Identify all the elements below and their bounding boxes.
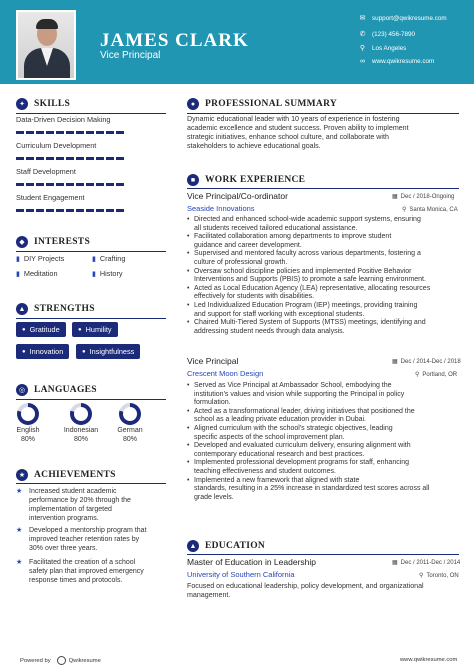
- skill-dot: [56, 157, 64, 160]
- skill-dot: [46, 209, 54, 212]
- location-icon: ⚲: [402, 207, 407, 213]
- list-item: • Acted as Local Education Agency (LEA) representative, allocating resources effectively for students with disabilities.: [187, 285, 430, 302]
- list-item: • Led Individualized Education Program (IEP) meetings, providing training and support for staff working with exceptional students.: [187, 302, 430, 319]
- checkmark-icon: ●: [22, 326, 26, 333]
- skill-dot: [86, 157, 94, 160]
- divider: [187, 554, 459, 555]
- skill-dot: [26, 209, 34, 212]
- divider: [187, 113, 459, 114]
- skill-label: Curriculum Development: [16, 141, 97, 150]
- achievement-item: ★ Increased student academic performance by 20% through the implementation of targeted intervention programs.: [16, 488, 131, 522]
- skill-dot: [66, 131, 74, 134]
- calendar-icon: ▦: [392, 194, 398, 200]
- star-icon: ★: [16, 527, 23, 534]
- skill-dot: [56, 183, 64, 186]
- calendar-icon: ▦: [392, 560, 398, 566]
- achievements-icon: ★: [16, 469, 28, 481]
- skill-dot: [96, 157, 104, 160]
- skill-dot: [36, 157, 44, 160]
- powered-by: Powered by Qwikresume: [20, 657, 101, 664]
- skill-dot: [46, 183, 54, 186]
- skill-rating: [16, 157, 124, 160]
- checkmark-icon: ●: [78, 326, 82, 333]
- interest-item: ▮ DIY Projects: [16, 254, 65, 263]
- skill-dot: [86, 131, 94, 134]
- education-dates: ▦ Dec / 2011-Dec / 2014: [392, 559, 461, 566]
- list-item: • Chaired Multi-Tiered System of Supports (MTSS) meetings, identifying and addressing student needs through data analysis.: [187, 319, 430, 336]
- school-name: University of Southern California: [187, 570, 295, 579]
- skill-dot: [96, 183, 104, 186]
- language-level-ring: [17, 403, 39, 425]
- strength-tag: ● Gratitude: [16, 322, 66, 337]
- divider: [16, 113, 166, 114]
- job-location: ⚲ Santa Monica, CA: [402, 206, 458, 213]
- list-item: • Developed and evaluated curriculum delivery, ensuring alignment with contemporary educational research and best practices.: [187, 442, 429, 459]
- skill-dot: [76, 183, 84, 186]
- contact-website[interactable]: ∞ www.qwikresume.com: [360, 58, 435, 65]
- link-icon: ∞: [360, 58, 365, 65]
- company-name: Seaside Innovations: [187, 204, 255, 213]
- skill-dot: [66, 183, 74, 186]
- checkmark-icon: ●: [82, 348, 86, 355]
- resume-header: [0, 0, 474, 84]
- education-heading: ▲ EDUCATION: [187, 540, 265, 552]
- skill-dot: [16, 131, 24, 134]
- skill-dot: [26, 157, 34, 160]
- job-title: Vice Principal: [187, 356, 239, 366]
- profile-icon: ●: [187, 98, 199, 110]
- star-icon: ★: [16, 559, 23, 566]
- skill-dot: [76, 131, 84, 134]
- contact-phone: ✆ (123) 456-7890: [359, 30, 416, 38]
- skill-dot: [36, 131, 44, 134]
- star-icon: ★: [16, 488, 23, 495]
- education-description: Focused on educational leadership, policy development, and organizational management.: [187, 582, 424, 599]
- skill-dot: [96, 131, 104, 134]
- interests-icon: ◆: [16, 236, 28, 248]
- skill-dot: [116, 157, 124, 160]
- skill-dot: [36, 209, 44, 212]
- skill-dot: [66, 157, 74, 160]
- contact-location: ⚲ Los Angeles: [359, 44, 407, 52]
- job-responsibilities: [187, 382, 429, 502]
- list-item: • Facilitated collaboration among departments to improve student guidance and career development.: [187, 233, 430, 250]
- list-item: • Aligned curriculum with the school's strategic objectives, leading specific aspects of the school improvement plan.: [187, 425, 429, 442]
- bookmark-icon: ▮: [92, 270, 96, 278]
- calendar-icon: ▦: [392, 359, 398, 365]
- divider: [16, 399, 166, 400]
- strength-tag: ● Humility: [72, 322, 118, 337]
- location-icon: ⚲: [415, 372, 420, 378]
- language-name: English: [16, 427, 40, 434]
- job-dates: ▦ Dec / 2018-Ongoing: [392, 193, 455, 200]
- profile-photo: [16, 10, 76, 80]
- skill-dot: [76, 157, 84, 160]
- company-name: Crescent Moon Design: [187, 369, 264, 378]
- experience-heading: ■ WORK EXPERIENCE: [187, 174, 305, 186]
- achievements-heading: ★ ACHIEVEMENTS: [16, 469, 116, 481]
- skill-dot: [46, 131, 54, 134]
- divider: [16, 318, 166, 319]
- degree-title: Master of Education in Leadership: [187, 557, 316, 567]
- list-item: • Supervised and mentored faculty across various departments, fostering a culture of professional growth.: [187, 250, 430, 267]
- skill-dot: [26, 183, 34, 186]
- skill-dot: [16, 209, 24, 212]
- interest-item: ▮ Crafting: [92, 254, 126, 263]
- summary-text: Dynamic educational leader with 10 years of experience in fostering academic excellence and student success. Proven ability to implement strategic initiatives, enhance school culture, and collaborate with stakeholders to achieve educational goals.: [187, 115, 409, 150]
- language-name: German: [117, 427, 143, 434]
- list-item: • Implemented a new framework that aligned with state standards, resulting in a 25% increase in standardized test scores across all grade levels.: [187, 477, 429, 503]
- skill-dot: [106, 131, 114, 134]
- skill-dot: [116, 183, 124, 186]
- phone-icon: ✆: [359, 31, 366, 38]
- skill-dot: [66, 209, 74, 212]
- job-dates: ▦ Dec / 2014-Dec / 2018: [392, 358, 461, 365]
- skill-rating: [16, 131, 124, 134]
- bookmark-icon: ▮: [92, 255, 96, 263]
- list-item: • Acted as a transformational leader, driving initiatives that positioned the school as a leading private education provider in Dubai.: [187, 408, 429, 425]
- skill-dot: [36, 183, 44, 186]
- strength-tag: ● Innovation: [16, 344, 69, 359]
- checkmark-icon: ●: [22, 348, 26, 355]
- graduation-cap-icon: ▲: [187, 540, 199, 552]
- strength-tag: ● Insightfulness: [76, 344, 140, 359]
- interest-item: ▮ History: [92, 269, 123, 278]
- job-location: ⚲ Portland, OR: [415, 371, 458, 378]
- resume-footer: [0, 652, 474, 670]
- location-icon: ⚲: [419, 573, 424, 579]
- briefcase-icon: ■: [187, 174, 199, 186]
- language-percent: 80%: [20, 436, 35, 443]
- skill-label: Student Engagement: [16, 193, 85, 202]
- skill-label: Staff Development: [16, 167, 76, 176]
- interests-heading: ◆ INTERESTS: [16, 236, 90, 248]
- candidate-name: JAMES CLARK: [100, 30, 249, 51]
- language-level-ring: [119, 403, 141, 425]
- education-location: ⚲ Toronto, ON: [419, 572, 459, 579]
- skill-dot: [16, 157, 24, 160]
- candidate-title: Vice Principal: [100, 50, 161, 61]
- location-icon: ⚲: [359, 45, 366, 52]
- strengths-heading: ▲ STRENGTHS: [16, 303, 95, 315]
- skill-dot: [56, 209, 64, 212]
- job-responsibilities: [187, 216, 430, 336]
- skill-dot: [86, 209, 94, 212]
- skill-dot: [76, 209, 84, 212]
- bookmark-icon: ▮: [16, 255, 20, 263]
- language-level-ring: [70, 403, 92, 425]
- brand-link[interactable]: Qwikresume: [68, 657, 101, 664]
- list-item: • Oversaw school discipline policies and implemented Positive Behavior Interventions and Supports (PBIS) to promote a safe learning environment.: [187, 268, 430, 285]
- languages-heading: ◎ LANGUAGES: [16, 384, 97, 396]
- list-item: • Directed and enhanced school-wide academic support systems, ensuring all students received tailored educational assistance.: [187, 216, 430, 233]
- skill-dot: [26, 131, 34, 134]
- email-icon: ✉: [359, 15, 366, 22]
- skill-dot: [56, 131, 64, 134]
- skill-dot: [116, 131, 124, 134]
- languages-icon: ◎: [16, 384, 28, 396]
- language-percent: 80%: [122, 436, 137, 443]
- strengths-icon: ▲: [16, 303, 28, 315]
- language-name: Indonesian: [63, 427, 99, 434]
- divider: [187, 188, 459, 189]
- summary-heading: ● PROFESSIONAL SUMMARY: [187, 98, 337, 110]
- skill-dot: [116, 209, 124, 212]
- skill-dot: [106, 183, 114, 186]
- skill-rating: [16, 183, 124, 186]
- list-item: • Served as Vice Principal at Ambassador School, embodying the institution's values and vision while supporting the Principal in policy formulation.: [187, 382, 429, 408]
- achievement-item: ★ Developed a mentorship program that improved teacher retention rates by 30% over three years.: [16, 527, 147, 552]
- skill-dot: [106, 209, 114, 212]
- skill-dot: [46, 157, 54, 160]
- bookmark-icon: ▮: [16, 270, 20, 278]
- skill-dot: [86, 183, 94, 186]
- skill-rating: [16, 209, 124, 212]
- list-item: • Implemented professional development programs for staff, enhancing teaching effectiveness and student outcomes.: [187, 459, 429, 476]
- job-title: Vice Principal/Co-ordinator: [187, 191, 288, 201]
- interest-item: ▮ Meditation: [16, 269, 58, 278]
- language-percent: 80%: [73, 436, 88, 443]
- skills-heading: ✦ SKILLS: [16, 98, 70, 110]
- qwikresume-logo-icon: [57, 656, 66, 665]
- divider: [16, 251, 166, 252]
- skill-dot: [106, 157, 114, 160]
- skill-dot: [16, 183, 24, 186]
- footer-website-link[interactable]: www.qwikresume.com: [400, 657, 458, 663]
- achievement-item: ★ Facilitated the creation of a school safety plan that improved emergency response times and protocols.: [16, 559, 144, 584]
- skill-dot: [96, 209, 104, 212]
- contact-email[interactable]: ✉ support@qwikresume.com: [359, 14, 447, 22]
- divider: [16, 483, 166, 484]
- skills-icon: ✦: [16, 98, 28, 110]
- skill-label: Data-Driven Decision Making: [16, 115, 111, 124]
